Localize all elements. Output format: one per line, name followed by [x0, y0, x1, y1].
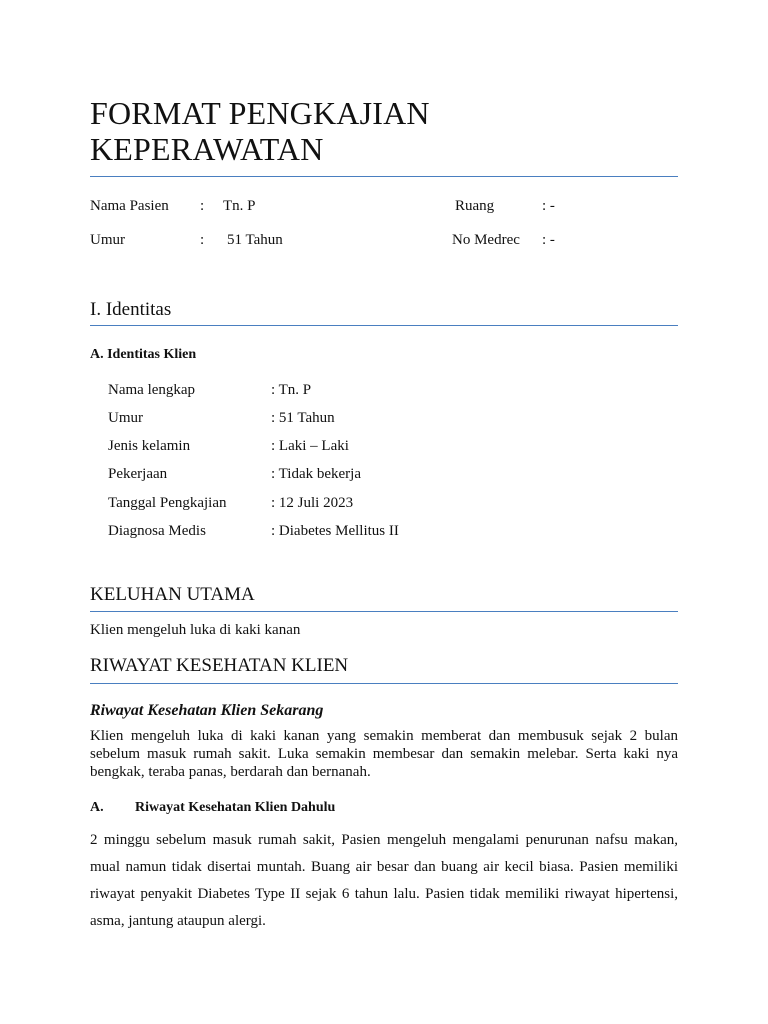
umur-label: Umur	[90, 232, 125, 248]
identitas-row-label: Pekerjaan	[108, 466, 168, 482]
riwayat-dahulu-heading-text: Riwayat Kesehatan Klien Dahulu	[135, 800, 336, 815]
identitas-row-value: : Tidak bekerja	[271, 466, 361, 482]
identitas-row-label: Tanggal Pengkajian	[108, 495, 227, 511]
riwayat-dahulu-text: 2 minggu sebelum masuk rumah sakit, Pasien mengeluh mengalami penurunan nafsu makan, mual namun tidak disertai muntah. Buang air besar dan buang air kecil biasa. Pasien memiliki riwayat penyakit Diabetes Type II sejak 6 tahun lalu. Pasien tidak memiliki riwayat hipertensi, asma, jantung ataupun alergi.	[90, 832, 678, 929]
identitas-klien-heading: A. Identitas Klien	[90, 347, 197, 362]
riwayat-kesehatan-title: RIWAYAT KESEHATAN KLIEN	[90, 655, 349, 676]
nama-pasien-colon: :	[200, 198, 205, 214]
identitas-row-value: : Laki – Laki	[271, 438, 349, 454]
identitas-row-label: Umur	[108, 410, 143, 426]
umur-value: 51 Tahun	[227, 232, 283, 248]
identitas-row-label: Jenis kelamin	[108, 438, 191, 454]
riwayat-kesehatan-divider	[90, 683, 678, 684]
nama-pasien-label: Nama Pasien	[90, 198, 169, 214]
identitas-row-value: : Diabetes Mellitus II	[271, 523, 399, 539]
identitas-row-label: Diagnosa Medis	[108, 523, 206, 539]
no-medrec-label: No Medrec	[452, 232, 520, 248]
identitas-row-value: : 51 Tahun	[271, 410, 335, 426]
ruang-label: Ruang	[455, 198, 495, 214]
riwayat-dahulu-number: A.	[90, 800, 104, 815]
identitas-row-label: Nama lengkap	[108, 382, 196, 398]
keluhan-utama-text: Klien mengeluh luka di kaki kanan	[90, 622, 301, 638]
title-divider	[90, 176, 678, 177]
riwayat-sekarang-heading: Riwayat Kesehatan Klien Sekarang	[90, 702, 324, 719]
document-title-line-2: KEPERAWATAN	[90, 131, 324, 167]
umur-colon: :	[200, 232, 205, 248]
riwayat-dahulu-heading	[90, 799, 335, 817]
riwayat-sekarang-text: Klien mengeluh luka di kaki kanan yang semakin memberat dan membusuk sejak 2 bulan sebelum masuk rumah sakit. Luka semakin membesar dan semakin melebar. Serta kaki nya bengkak, teraba panas, berdarah dan bernanah.	[90, 728, 678, 780]
document-title-line-1: FORMAT PENGKAJIAN	[90, 95, 430, 131]
document-page	[90, 0, 678, 1024]
ruang-value: : -	[542, 198, 555, 214]
no-medrec-value: : -	[542, 232, 555, 248]
keluhan-utama-divider	[90, 611, 678, 612]
nama-pasien-value: Tn. P	[223, 198, 256, 214]
identitas-section-title: I. Identitas	[90, 299, 172, 320]
document-title	[90, 95, 678, 167]
identitas-row-value: : 12 Juli 2023	[271, 495, 354, 511]
keluhan-utama-title: KELUHAN UTAMA	[90, 584, 255, 605]
identitas-row-value: : Tn. P	[271, 382, 312, 398]
identitas-divider	[90, 325, 678, 326]
